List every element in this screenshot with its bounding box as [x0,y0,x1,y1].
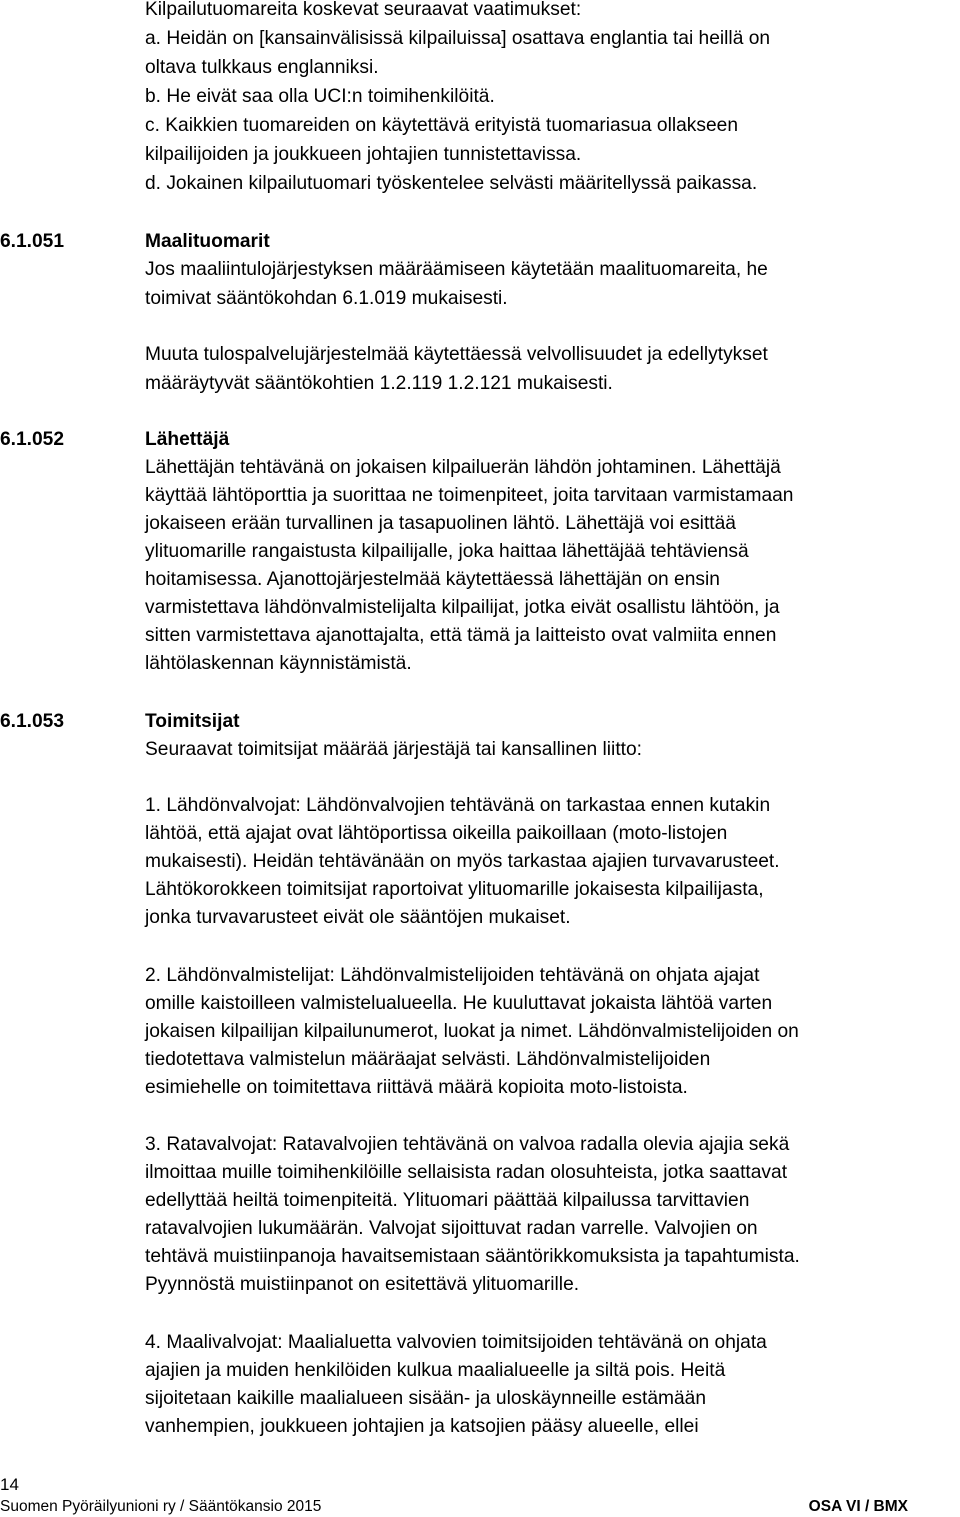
s053-item1-line: lähtöä, että ajajat ovat lähtöportissa oikeilla paikoillaan (moto-listojen [145,823,728,844]
s052-line: käyttää lähtöporttia ja suorittaa ne toimenpiteet, joita tarvitaan varmistamaan [145,485,794,506]
intro-item-a-line2: oltava tulkkaus englanniksi. [145,57,379,78]
s053-item3-line: tehtävä muistiinpanoja havaitsemistaan sääntörikkomuksista ja tapahtumista. [145,1246,800,1267]
section-title-052: Lähettäjä [145,429,230,450]
s053-item4-line: sijoitetaan kaikille maalialueen sisään- ja uloskäynneille estämään [145,1388,707,1409]
s053-item2-line: omille kaistoilleen valmistelualueella. He kuuluttavat jokaista lähtöä varten [145,993,773,1014]
s052-line: jokaiseen erään turvallinen ja tasapuolinen lähtö. Lähettäjä voi esittää [145,513,736,534]
page-number: 14 [0,1475,19,1494]
s053-item2-line: 2. Lähdönvalmistelijat: Lähdönvalmistelijoiden tehtävänä on ohjata ajajat [145,965,760,986]
intro-item-b: b. He eivät saa olla UCI:n toimihenkilöitä. [145,86,495,107]
section-title-051: Maalituomarit [145,231,270,252]
s052-line: hoitamisessa. Ajanottojärjestelmää käytettäessä lähettäjän on ensin [145,569,720,590]
s051-p2-line1: Muuta tulospalvelujärjestelmää käytettäessä velvollisuudet ja edellytykset [145,344,768,365]
s053-item2-line: tiedotettava valmistelun määräajat selvästi. Lähdönvalmistelijoiden [145,1049,711,1070]
s053-item3-line: edellyttää heiltä toimenpiteitä. Ylituomari päättää kilpailussa tarvittavien [145,1190,750,1211]
s053-item3-line: ratavalvojien lukumäärän. Valvojat sijoittuvat radan varrelle. Valvojien on [145,1218,758,1239]
s052-line: sitten varmistettava ajanottajalta, että tämä ja laitteisto ovat valmiita ennen [145,625,777,646]
intro-lead: Kilpailutuomareita koskevat seuraavat vaatimukset: [145,0,582,20]
s052-line: varmistettava lähdönvalmistelijalta kilpailijat, jotka eivät osallistu lähtöön, ja [145,597,780,618]
s053-item1-line: Lähtökorokkeen toimitsijat raportoivat ylituomarille jokaisesta kilpailijasta, [145,879,764,900]
footer-right: OSA VI / BMX [808,1498,908,1515]
intro-item-d: d. Jokainen kilpailutuomari työskentelee selvästi määritellyssä paikassa. [145,173,758,194]
s053-item3-line: 3. Ratavalvojat: Ratavalvojien tehtävänä on valvoa radalla olevia ajajia sekä [145,1134,790,1155]
s052-line: lähtölaskennan käynnistämistä. [145,653,412,674]
intro-item-c-line1: c. Kaikkien tuomareiden on käytettävä erityistä tuomariasua ollakseen [145,115,738,136]
s053-item2-line: esimiehelle on toimitettava riittävä määrä kopioita moto-listoista. [145,1077,688,1098]
section-number-053: 6.1.053 [0,711,65,732]
s052-line: ylituomarille rangaistusta kilpailijalle, joka haittaa lähettäjää tehtäviensä [145,541,749,562]
s051-p2-line2: määräytyvät sääntökohtien 1.2.119 1.2.121 mukaisesti. [145,373,613,394]
s053-item4-line: 4. Maalivalvojat: Maalialuetta valvovien toimitsijoiden tehtävänä on ohjata [145,1332,767,1353]
s053-item4-line: ajajien ja muiden henkilöiden kulkua maalialueelle ja siltä pois. Heitä [145,1360,726,1381]
footer-left: Suomen Pyöräilyunioni ry / Sääntökansio 2015 [0,1498,322,1515]
intro-item-a-line1: a. Heidän on [kansainvälisissä kilpailuissa] osattava englantia tai heillä on [145,28,771,49]
s052-line: Lähettäjän tehtävänä on jokaisen kilpailuerän lähdön johtaminen. Lähettäjä [145,457,781,478]
s053-item1-line: 1. Lähdönvalvojat: Lähdönvalvojien tehtävänä on tarkastaa ennen kutakin [145,795,771,816]
s051-p1-line2: toimivat sääntökohdan 6.1.019 mukaisesti. [145,288,508,309]
intro-item-c-line2: kilpailijoiden ja joukkueen johtajien tunnistettavissa. [145,144,582,165]
s053-item3-line: ilmoittaa muille toimihenkilöille sellaisista radan olosuhteista, jotka saattavat [145,1162,788,1183]
s053-lead: Seuraavat toimitsijat määrää järjestäjä tai kansallinen liitto: [145,739,642,760]
section-title-053: Toimitsijat [145,711,240,732]
s053-item1-line: mukaisesti). Heidän tehtävänään on myös tarkastaa ajajien turvavarusteet. [145,851,780,872]
s053-item3-line: Pyynnöstä muistiinpanot on esitettävä ylituomarille. [145,1274,580,1295]
section-number-052: 6.1.052 [0,429,65,450]
s053-item2-line: jokaisen kilpailijan kilpailunumerot, luokat ja nimet. Lähdönvalmistelijoiden on [145,1021,799,1042]
s053-item4-line: vanhempien, joukkueen johtajien ja katsojien pääsy alueelle, ellei [145,1416,699,1437]
s053-item1-line: jonka turvavarusteet eivät ole sääntöjen mukaiset. [145,907,571,928]
s051-p1-line1: Jos maaliintulojärjestyksen määräämiseen käytetään maalituomareita, he [145,259,768,280]
section-number-051: 6.1.051 [0,231,65,252]
